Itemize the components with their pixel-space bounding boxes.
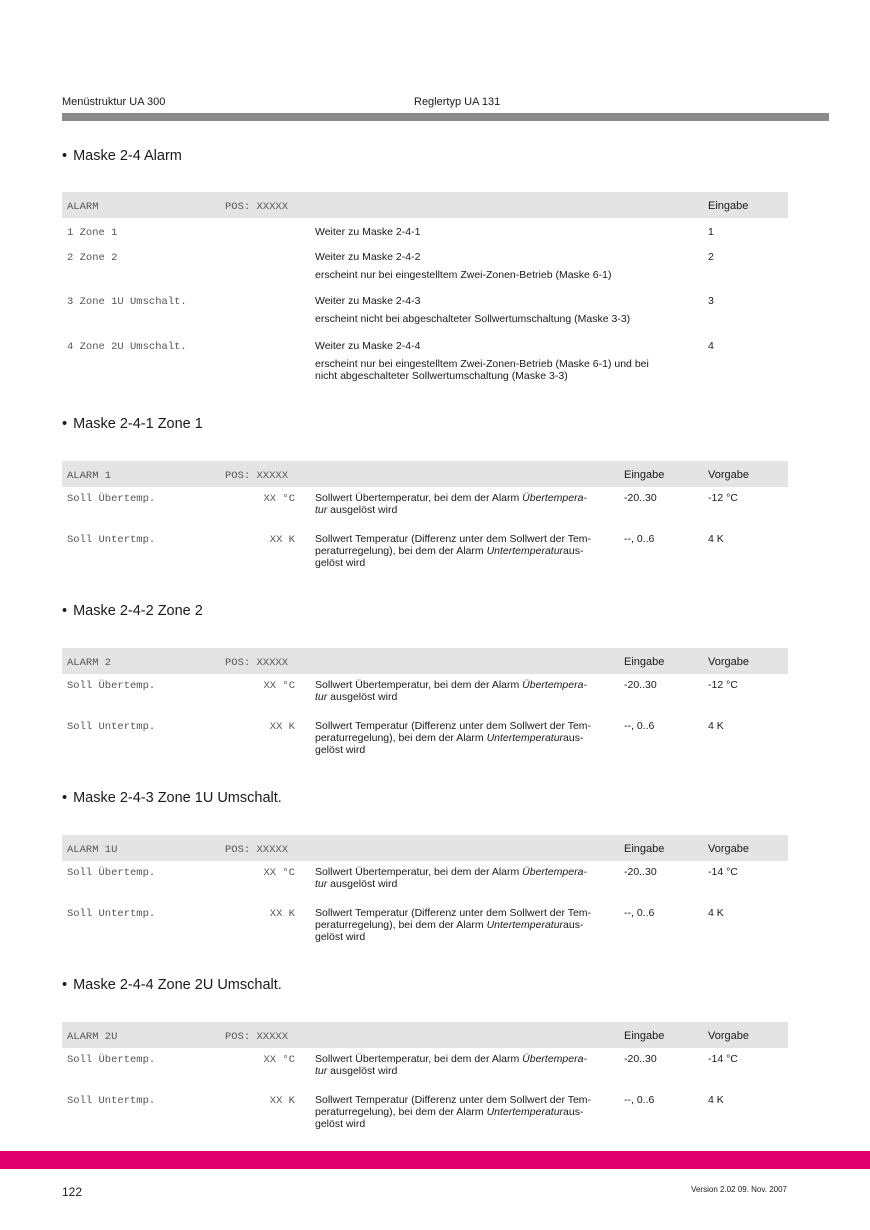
row-input: -20..30 bbox=[624, 1053, 657, 1065]
row-name: Soll Übertemp. bbox=[67, 867, 156, 879]
row-default: 4 K bbox=[708, 533, 724, 545]
row-name: Soll Untertmp. bbox=[67, 721, 156, 733]
section-title bbox=[62, 148, 182, 164]
row-name: Soll Übertemp. bbox=[67, 493, 156, 505]
desc-text: peraturregelung), bei dem der Alarm bbox=[315, 919, 487, 931]
desc-text: peraturregelung), bei dem der Alarm bbox=[315, 545, 487, 557]
footer-accent-bar bbox=[0, 1151, 870, 1169]
mask-name: ALARM 2 bbox=[67, 657, 112, 669]
desc-emphasis: tur bbox=[315, 691, 328, 703]
row-description: Weiter zu Maske 2-4-1 bbox=[315, 226, 421, 238]
mask-position: POS: XXXXX bbox=[225, 1031, 289, 1043]
row-input: --, 0..6 bbox=[624, 907, 655, 919]
row-description bbox=[315, 251, 611, 281]
mask-position: POS: XXXXX bbox=[225, 201, 289, 213]
bullet: • bbox=[62, 977, 68, 993]
desc-text: ausgelöst wird bbox=[327, 504, 398, 516]
row-input: --, 0..6 bbox=[624, 720, 655, 732]
row-name: 3 Zone 1U Umschalt. bbox=[67, 296, 187, 308]
desc-text: gelöst wird bbox=[315, 557, 366, 569]
row-name: Soll Untertmp. bbox=[67, 1095, 156, 1107]
header-left-title: Menüstruktur UA 300 bbox=[62, 96, 166, 108]
row-default: 4 K bbox=[708, 907, 724, 919]
column-eingabe: Eingabe bbox=[624, 656, 665, 668]
desc-text: aus- bbox=[563, 732, 584, 744]
row-value: XX °C bbox=[263, 1054, 295, 1066]
row-input: --, 0..6 bbox=[624, 1094, 655, 1106]
row-input: 4 bbox=[708, 340, 714, 352]
row-value: XX °C bbox=[263, 867, 295, 879]
row-value: XX K bbox=[269, 534, 295, 546]
section-title bbox=[62, 603, 203, 619]
desc-emphasis: Untertemperatur bbox=[486, 1106, 564, 1118]
desc-text: ausgelöst wird bbox=[327, 878, 398, 890]
desc-emphasis: tur bbox=[315, 504, 328, 516]
row-description bbox=[315, 720, 591, 756]
desc-text: gelöst wird bbox=[315, 931, 366, 943]
column-eingabe: Eingabe bbox=[708, 200, 749, 212]
row-description bbox=[315, 1053, 587, 1077]
section-title bbox=[62, 977, 282, 993]
table-header bbox=[62, 192, 788, 218]
desc-text: peraturregelung), bei dem der Alarm bbox=[315, 1106, 487, 1118]
desc-emphasis: Übertempera- bbox=[522, 866, 587, 878]
table-header bbox=[62, 461, 788, 487]
row-value: XX K bbox=[269, 1095, 295, 1107]
row-default: -14 °C bbox=[708, 866, 738, 878]
desc-text: Sollwert Übertemperatur, bei dem der Alarm bbox=[315, 492, 523, 504]
row-description bbox=[315, 679, 587, 703]
row-note: erscheint nicht bei abgeschalteter Sollwertumschaltung (Maske 3-3) bbox=[315, 313, 631, 325]
desc-text: peraturregelung), bei dem der Alarm bbox=[315, 732, 487, 744]
section-title bbox=[62, 790, 282, 806]
desc-text: Sollwert Übertemperatur, bei dem der Alarm bbox=[315, 1053, 523, 1065]
desc-emphasis: Übertempera- bbox=[522, 679, 587, 691]
row-input: 1 bbox=[708, 226, 714, 238]
section-title-text: Maske 2-4-1 Zone 1 bbox=[73, 416, 203, 432]
desc-emphasis: Untertemperatur bbox=[486, 732, 564, 744]
row-default: -12 °C bbox=[708, 679, 738, 691]
row-name: 1 Zone 1 bbox=[67, 227, 118, 239]
column-vorgabe: Vorgabe bbox=[708, 1030, 749, 1042]
row-name: 2 Zone 2 bbox=[67, 252, 118, 264]
row-value: XX °C bbox=[263, 680, 295, 692]
column-eingabe: Eingabe bbox=[624, 843, 665, 855]
section-title-text: Maske 2-4-3 Zone 1U Umschalt. bbox=[73, 790, 282, 806]
row-description-main: Weiter zu Maske 2-4-4 bbox=[315, 340, 421, 352]
column-eingabe: Eingabe bbox=[624, 469, 665, 481]
desc-text: aus- bbox=[563, 545, 584, 557]
bullet: • bbox=[62, 790, 68, 806]
desc-emphasis: Übertempera- bbox=[522, 1053, 587, 1065]
desc-text: gelöst wird bbox=[315, 744, 366, 756]
bullet: • bbox=[62, 148, 68, 164]
column-eingabe: Eingabe bbox=[624, 1030, 665, 1042]
mask-name: ALARM 1 bbox=[67, 470, 112, 482]
row-name: Soll Untertmp. bbox=[67, 534, 156, 546]
row-input: -20..30 bbox=[624, 866, 657, 878]
column-vorgabe: Vorgabe bbox=[708, 469, 749, 481]
desc-text: Sollwert Temperatur (Differenz unter dem Sollwert der Tem- bbox=[315, 907, 592, 919]
desc-emphasis: Übertempera- bbox=[522, 492, 587, 504]
desc-text: Sollwert Temperatur (Differenz unter dem Sollwert der Tem- bbox=[315, 720, 592, 732]
column-vorgabe: Vorgabe bbox=[708, 843, 749, 855]
row-name: 4 Zone 2U Umschalt. bbox=[67, 341, 187, 353]
desc-text: aus- bbox=[563, 1106, 584, 1118]
header-center-title: Reglertyp UA 131 bbox=[414, 96, 501, 108]
row-input: 3 bbox=[708, 295, 714, 307]
mask-position: POS: XXXXX bbox=[225, 470, 289, 482]
row-note-line2: nicht abgeschalteter Sollwertumschaltung (Maske 3-3) bbox=[315, 370, 568, 382]
table-header bbox=[62, 648, 788, 674]
row-note: erscheint nur bei eingestelltem Zwei-Zonen-Betrieb (Maske 6-1) bbox=[315, 269, 612, 281]
row-input: -20..30 bbox=[624, 492, 657, 504]
table-header bbox=[62, 1022, 788, 1048]
row-value: XX K bbox=[269, 908, 295, 920]
row-value: XX °C bbox=[263, 493, 295, 505]
row-default: 4 K bbox=[708, 720, 724, 732]
row-name: Soll Übertemp. bbox=[67, 680, 156, 692]
row-default: 4 K bbox=[708, 1094, 724, 1106]
section-title-text: Maske 2-4-4 Zone 2U Umschalt. bbox=[73, 977, 282, 993]
desc-text: gelöst wird bbox=[315, 1118, 366, 1130]
row-description bbox=[315, 492, 587, 516]
row-description bbox=[315, 907, 591, 943]
section-title bbox=[62, 416, 203, 432]
section-title-text: Maske 2-4 Alarm bbox=[73, 148, 182, 164]
mask-position: POS: XXXXX bbox=[225, 844, 289, 856]
desc-text: ausgelöst wird bbox=[327, 1065, 398, 1077]
header-divider bbox=[62, 113, 829, 121]
row-input: --, 0..6 bbox=[624, 533, 655, 545]
desc-emphasis: Untertemperatur bbox=[486, 919, 564, 931]
desc-emphasis: tur bbox=[315, 1065, 328, 1077]
row-default: -14 °C bbox=[708, 1053, 738, 1065]
desc-text: Sollwert Übertemperatur, bei dem der Alarm bbox=[315, 866, 523, 878]
row-note-line1: erscheint nur bei eingestelltem Zwei-Zonen-Betrieb (Maske 6-1) und bei bbox=[315, 358, 649, 370]
row-description bbox=[315, 533, 591, 569]
mask-position: POS: XXXXX bbox=[225, 657, 289, 669]
row-description bbox=[315, 295, 630, 325]
row-description bbox=[315, 1094, 591, 1130]
page-number: 122 bbox=[62, 1185, 83, 1199]
table-header bbox=[62, 835, 788, 861]
desc-emphasis: tur bbox=[315, 878, 328, 890]
desc-text: Sollwert Übertemperatur, bei dem der Alarm bbox=[315, 679, 523, 691]
bullet: • bbox=[62, 416, 68, 432]
mask-name: ALARM 1U bbox=[67, 844, 118, 856]
section-title-text: Maske 2-4-2 Zone 2 bbox=[73, 603, 203, 619]
row-input: 2 bbox=[708, 251, 714, 263]
row-default: -12 °C bbox=[708, 492, 738, 504]
mask-name: ALARM 2U bbox=[67, 1031, 118, 1043]
desc-text: ausgelöst wird bbox=[327, 691, 398, 703]
row-name: Soll Untertmp. bbox=[67, 908, 156, 920]
desc-text: Sollwert Temperatur (Differenz unter dem Sollwert der Tem- bbox=[315, 1094, 592, 1106]
column-vorgabe: Vorgabe bbox=[708, 656, 749, 668]
bullet: • bbox=[62, 603, 68, 619]
desc-emphasis: Untertemperatur bbox=[486, 545, 564, 557]
row-value: XX K bbox=[269, 721, 295, 733]
row-name: Soll Übertemp. bbox=[67, 1054, 156, 1066]
desc-text: aus- bbox=[563, 919, 584, 931]
row-description bbox=[315, 340, 649, 382]
row-description-main: Weiter zu Maske 2-4-2 bbox=[315, 251, 421, 263]
row-description bbox=[315, 866, 587, 890]
mask-name: ALARM bbox=[67, 201, 99, 213]
row-description-main: Weiter zu Maske 2-4-3 bbox=[315, 295, 421, 307]
version-info: Version 2.02 09. Nov. 2007 bbox=[691, 1185, 787, 1194]
desc-text: Sollwert Temperatur (Differenz unter dem Sollwert der Tem- bbox=[315, 533, 592, 545]
row-input: -20..30 bbox=[624, 679, 657, 691]
